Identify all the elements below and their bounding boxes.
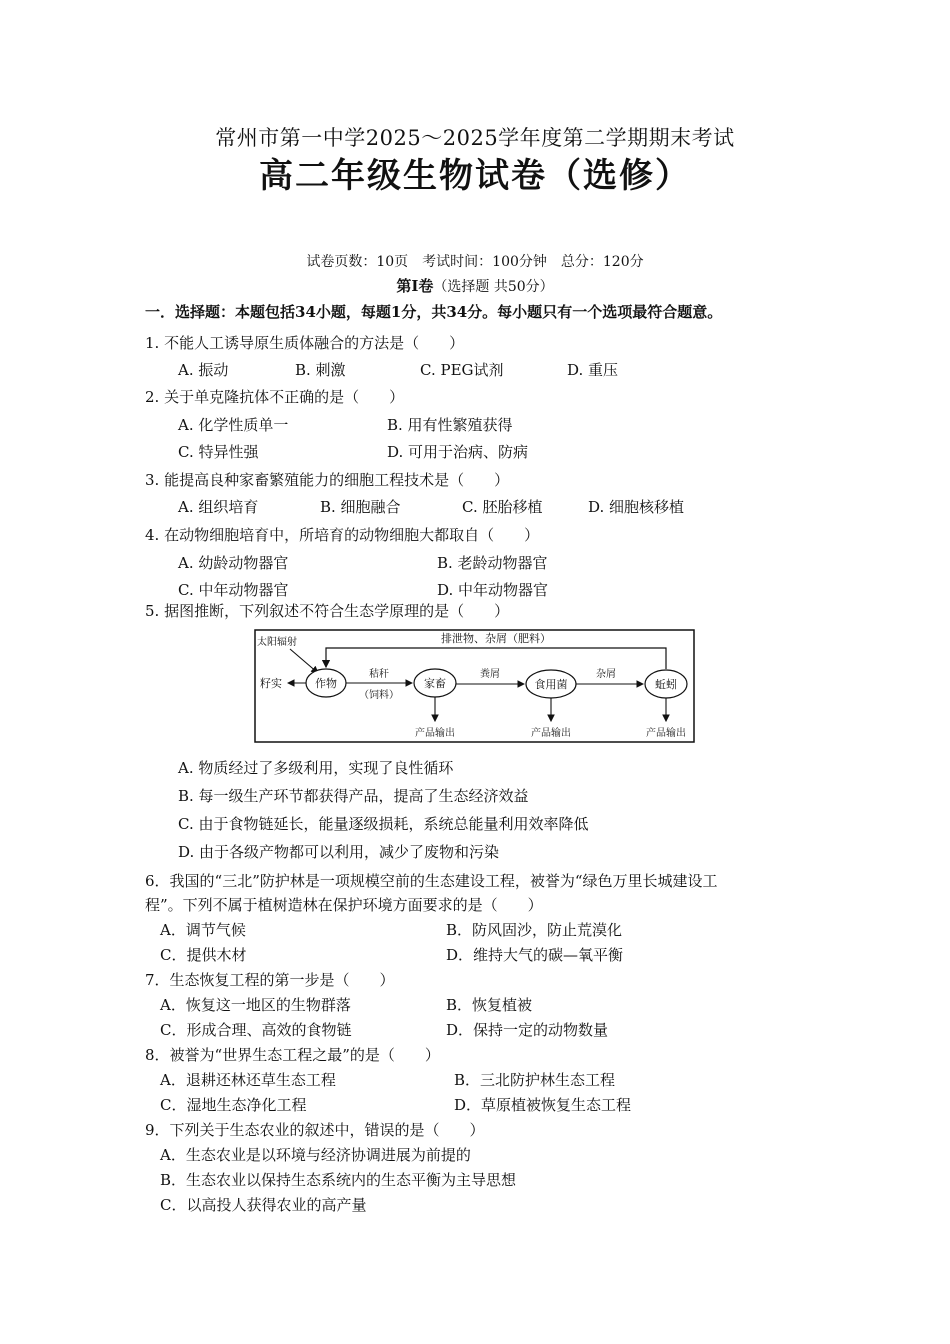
question-1-stem: 1. 不能人工诱导原生质体融合的方法是（ ） (145, 334, 465, 352)
q1-option-a: A. 振动 (178, 361, 229, 379)
exam-info: 试卷页数：10页 考试时间：100分钟 总分：120分 (306, 254, 644, 270)
label-fruit: 籽实 (260, 677, 282, 690)
q5-option-c: C. 由于食物链延长，能量逐级损耗，系统总能量利用效率降低 (178, 815, 589, 833)
q6-option-d: D．维持大气的碳—氧平衡 (446, 946, 624, 964)
q2-option-a: A. 化学性质单一 (178, 416, 289, 434)
question-5-stem: 5. 据图推断，下列叙述不符合生态学原理的是（ ） (145, 602, 510, 620)
question-2-stem: 2. 关于单克隆抗体不正确的是（ ） (145, 388, 405, 406)
section-instruction: 一．选择题：本题包括34小题，每题1分，共34分。每小题只有一个选项最符合题意。 (145, 303, 723, 321)
q3-option-b: B. 细胞融合 (320, 498, 401, 516)
q9-option-b: B．生态农业以保持生态系统内的生态平衡为主导思想 (160, 1171, 517, 1189)
q5-option-d: D. 由于各级产物都可以利用，减少了废物和污染 (178, 843, 500, 861)
q8-option-a: A．退耕还林还草生态工程 (160, 1071, 336, 1089)
question-6-stem-line2: 程”。下列不属于植树造林在保护环境方面要求的是（ ） (145, 896, 543, 914)
school-exam-title: 常州市第一中学2025～2025学年度第二学期期末考试 (215, 126, 735, 150)
return-flow-arrow (326, 648, 666, 669)
label-crop: 作物 (315, 677, 337, 690)
sun-arrow (290, 649, 318, 673)
q7-option-d: D．保持一定的动物数量 (446, 1021, 609, 1039)
label-earthworm: 蚯蚓 (655, 678, 677, 691)
q2-option-d: D. 可用于治病、防病 (387, 443, 529, 461)
q6-option-a: A．调节气候 (160, 921, 246, 939)
q1-option-d: D. 重压 (567, 361, 619, 379)
label-mushroom: 食用菌 (534, 678, 568, 691)
q3-option-a: A. 组织培育 (178, 498, 259, 516)
q3-option-c: C. 胚胎移植 (462, 498, 543, 516)
q2-option-c: C. 特异性强 (178, 443, 259, 461)
question-6-stem-line1: 6．我国的“三北”防护林是一项规模空前的生态建设工程，被誉为“绿色万里长城建设工 (145, 872, 718, 890)
section-heading (0, 276, 950, 297)
q9-option-a: A．生态农业是以环境与经济协调进展为前提的 (160, 1146, 471, 1164)
label-livestock: 家畜 (424, 677, 446, 690)
paper-title: 高二年级生物试卷（选修） (259, 156, 691, 196)
q4-option-b: B. 老龄动物器官 (437, 554, 548, 572)
q9-option-c: C．以高投人获得农业的高产量 (160, 1196, 367, 1214)
question-8-stem: 8．被誉为“世界生态工程之最”的是（ ） (145, 1046, 440, 1064)
q8-option-c: C．湿地生态净化工程 (160, 1096, 307, 1114)
q8-option-b: B．三北防护林生态工程 (454, 1071, 616, 1089)
q4-option-d: D. 中年动物器官 (437, 581, 549, 599)
label-manure: 粪屑 (480, 669, 500, 680)
label-output-livestock: 产品输出 (415, 728, 455, 739)
q6-option-c: C．提供木材 (160, 946, 247, 964)
q4-option-c: C. 中年动物器官 (178, 581, 289, 599)
question-4-stem: 4. 在动物细胞培育中，所培育的动物细胞大都取自（ ） (145, 526, 540, 544)
q7-option-a: A．恢复这一地区的生物群落 (160, 996, 351, 1014)
eco-agriculture-diagram (254, 629, 695, 743)
q7-option-c: C．形成合理、高效的食物链 (160, 1021, 352, 1039)
label-sun: 太阳辐射 (257, 637, 297, 648)
question-9-stem: 9．下列关于生态农业的叙述中，错误的是（ ） (145, 1121, 485, 1139)
section-title: 第Ⅰ卷 (396, 277, 434, 295)
label-straw: 秸秆 (369, 669, 389, 680)
label-output-earthworm: 产品输出 (646, 728, 686, 739)
label-top-flow: 排泄物、杂屑（肥料） (441, 632, 551, 645)
section-subtitle: （选择题 共50分） (433, 279, 554, 295)
q1-option-c: C. PEG试剂 (420, 361, 504, 379)
label-output-mushroom: 产品输出 (531, 728, 571, 739)
q2-option-b: B. 用有性繁殖获得 (387, 416, 513, 434)
label-feed: （饲料） (359, 690, 399, 701)
q5-option-b: B. 每一级生产环节都获得产品，提高了生态经济效益 (178, 787, 529, 805)
label-debris: 杂屑 (596, 669, 616, 680)
q1-option-b: B. 刺激 (295, 361, 346, 379)
q5-option-a: A. 物质经过了多级利用，实现了良性循环 (178, 759, 454, 777)
q8-option-d: D．草原植被恢复生态工程 (454, 1096, 632, 1114)
q4-option-a: A. 幼龄动物器官 (178, 554, 289, 572)
question-3-stem: 3. 能提高良种家畜繁殖能力的细胞工程技术是（ ） (145, 471, 510, 489)
question-7-stem: 7．生态恢复工程的第一步是（ ） (145, 971, 395, 989)
q6-option-b: B．防风固沙，防止荒漠化 (446, 921, 623, 939)
q3-option-d: D. 细胞核移植 (588, 498, 685, 516)
q7-option-b: B．恢复植被 (446, 996, 533, 1014)
